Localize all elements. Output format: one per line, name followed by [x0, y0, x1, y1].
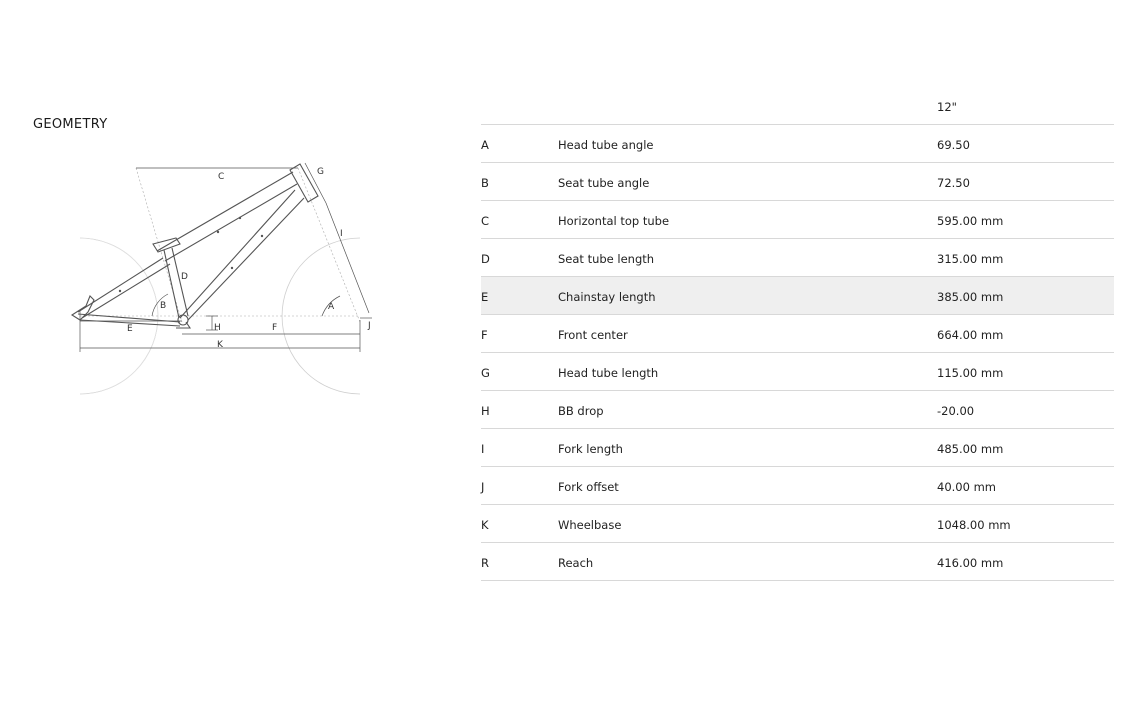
row-key: D — [481, 252, 490, 266]
table-row — [481, 505, 1114, 543]
diagram-label-d: D — [181, 272, 188, 282]
table-row — [481, 239, 1114, 277]
table-row — [481, 353, 1114, 391]
table-row — [481, 543, 1114, 581]
diagram-label-j: J — [368, 321, 371, 331]
row-key: H — [481, 404, 490, 418]
table-header-row — [481, 87, 1114, 125]
row-key: F — [481, 328, 488, 342]
row-key: C — [481, 214, 490, 228]
diagram-label-g: G — [317, 167, 324, 177]
row-value: 1048.00 mm — [937, 518, 1011, 532]
row-label: Seat tube angle — [558, 176, 650, 190]
row-label: Front center — [558, 328, 628, 342]
row-value: 72.50 — [937, 176, 970, 190]
table-row-highlighted — [481, 277, 1114, 315]
table-row — [481, 315, 1114, 353]
row-label: Fork length — [558, 442, 623, 456]
diagram-label-i: I — [340, 229, 343, 239]
diagram-label-f: F — [272, 323, 278, 333]
row-value: -20.00 — [937, 404, 975, 418]
diagram-label-k: K — [217, 340, 223, 350]
row-key: B — [481, 176, 489, 190]
dim-i-line — [326, 203, 369, 313]
frame-geometry-svg — [60, 150, 390, 400]
row-key: E — [481, 290, 489, 304]
diagram-label-a: A — [328, 302, 335, 312]
rear-wheel-outline — [80, 238, 158, 394]
row-label: Chainstay length — [558, 290, 656, 304]
size-column-header: 12" — [937, 100, 957, 114]
row-label: BB drop — [558, 404, 604, 418]
row-key: A — [481, 138, 489, 152]
row-value: 40.00 mm — [937, 480, 996, 494]
row-value: 385.00 mm — [937, 290, 1004, 304]
table-row — [481, 391, 1114, 429]
row-label: Head tube length — [558, 366, 659, 380]
row-label: Reach — [558, 556, 594, 570]
row-value: 595.00 mm — [937, 214, 1004, 228]
row-key: G — [481, 366, 490, 380]
row-value: 485.00 mm — [937, 442, 1004, 456]
rear-wheel-outline-right — [80, 238, 158, 394]
row-label: Head tube angle — [558, 138, 654, 152]
row-label: Horizontal top tube — [558, 214, 670, 228]
table-row — [481, 429, 1114, 467]
row-key: I — [481, 442, 485, 456]
table-row — [481, 467, 1114, 505]
row-label: Seat tube length — [558, 252, 655, 266]
row-label: Fork offset — [558, 480, 619, 494]
table-row — [481, 201, 1114, 239]
row-key: R — [481, 556, 489, 570]
row-value: 416.00 mm — [937, 556, 1004, 570]
row-value: 664.00 mm — [937, 328, 1004, 342]
table-row — [481, 163, 1114, 201]
diagram-label-c: C — [218, 172, 225, 182]
row-value: 115.00 mm — [937, 366, 1004, 380]
diagram-label-h: H — [214, 323, 221, 333]
table-row — [481, 125, 1114, 163]
row-key: K — [481, 518, 489, 532]
row-value: 315.00 mm — [937, 252, 1004, 266]
diagram-label-b: B — [160, 301, 167, 311]
geometry-table — [481, 87, 1114, 581]
row-value: 69.50 — [937, 138, 970, 152]
row-key: J — [481, 480, 485, 494]
section-title: GEOMETRY — [33, 117, 108, 132]
diagram-label-e: E — [127, 324, 133, 334]
bike-geometry-diagram — [60, 150, 390, 400]
bike-frame — [72, 164, 318, 328]
row-label: Wheelbase — [558, 518, 622, 532]
